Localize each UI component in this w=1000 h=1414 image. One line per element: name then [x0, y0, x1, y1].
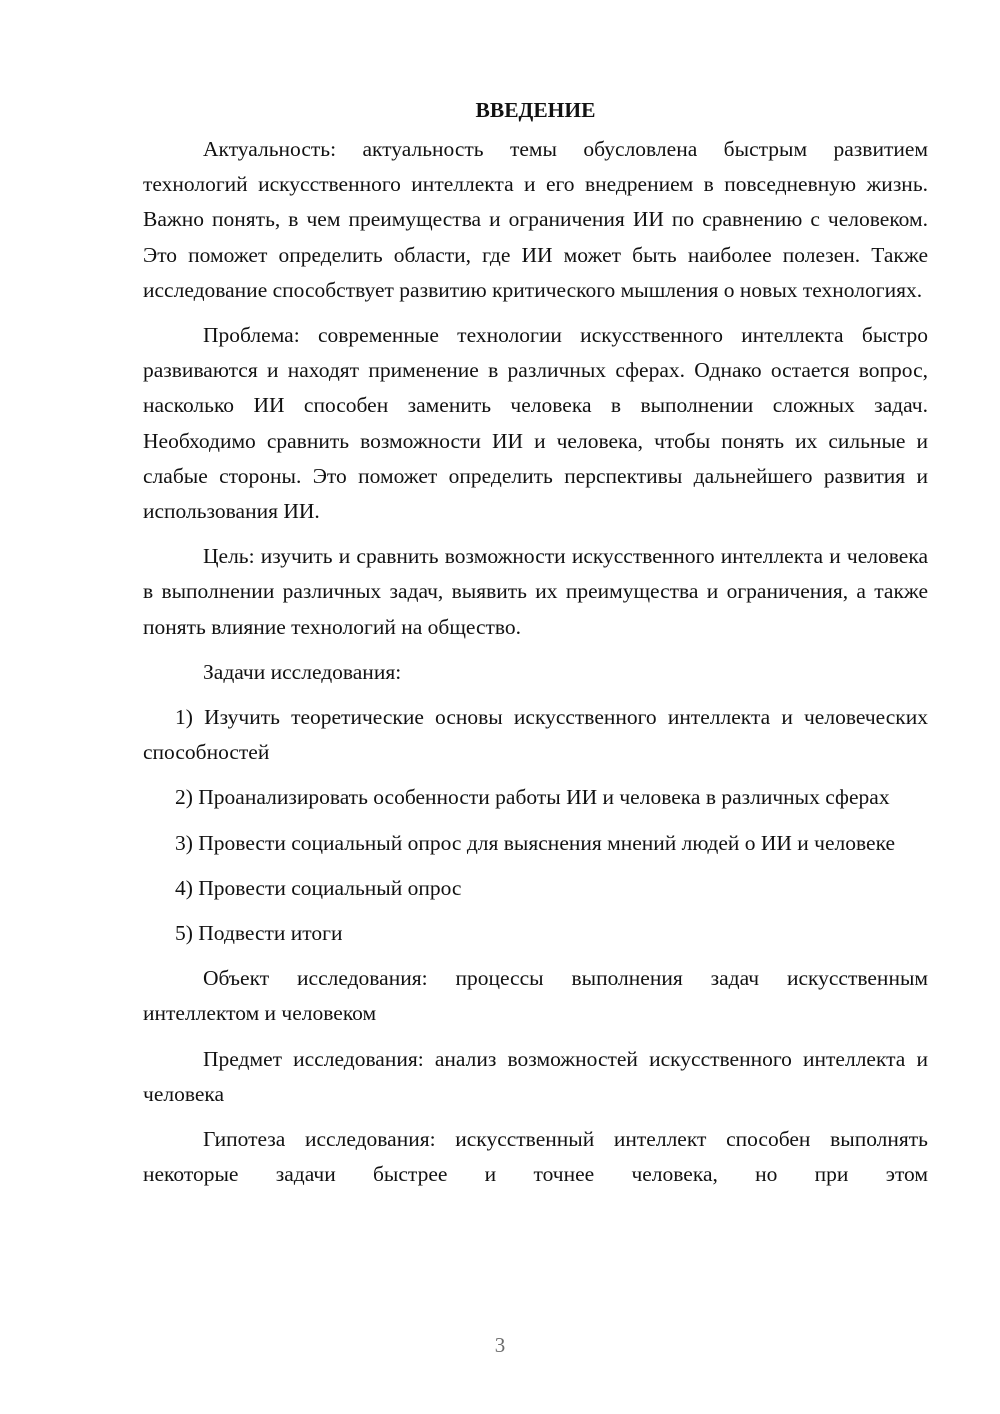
- task-item-3: 3) Провести социальный опрос для выяснения мнений людей о ИИ и человеке: [175, 830, 896, 855]
- page-number: 3: [494, 1333, 506, 1357]
- document-page: [143, 92, 928, 1202]
- paragraph-hypothesis: Гипотеза исследования: искусственный интеллект способен выполнять некоторые задачи быстрее и точнее человека, но при этом: [143, 1127, 928, 1187]
- paragraph-goal: Цель: изучить и сравнить возможности искусственного интеллекта и человека в выполнении различных задач, выявить их преимущества и ограничения, а также понять влияние технологий на общество.: [143, 544, 928, 639]
- paragraph-problem: Проблема: современные технологии искусственного интеллекта быстро развиваются и находят применение в различных сферах. Однако остается вопрос, насколько ИИ способен заменить человека в выполнении сложных задач. Необходимо сравнить возможности ИИ и человека, чтобы понять их сильные и слабые стороны. Это поможет определить перспективы дальнейшего развития и использования ИИ.: [143, 323, 928, 524]
- task-item-4: 4) Провести социальный опрос: [175, 875, 462, 900]
- section-title: ВВЕДЕНИЕ: [475, 98, 596, 122]
- paragraph-subject: Предмет исследования: анализ возможностей искусственного интеллекта и человека: [143, 1046, 928, 1106]
- task-item-5: 5) Подвести итоги: [175, 921, 343, 946]
- task-item-1: 1) Изучить теоретические основы искусственного интеллекта и человеческих способностей: [143, 705, 928, 765]
- paragraph-relevance: Актуальность: актуальность темы обусловлена быстрым развитием технологий искусственного интеллекта и его внедрением в повседневную жизнь. Важно понять, в чем преимущества и ограничения ИИ по сравнению с человеком. Это поможет определить области, где ИИ может быть наиболее полезен. Также исследование способствует развитию критического мышления о новых технологиях.: [143, 137, 928, 302]
- task-item-2: 2) Проанализировать особенности работы ИИ и человека в различных сферах: [175, 785, 890, 810]
- paragraph-tasks-heading: Задачи исследования:: [203, 659, 402, 684]
- paragraph-object: Объект исследования: процессы выполнения задач искусственным интеллектом и человеком: [143, 966, 928, 1026]
